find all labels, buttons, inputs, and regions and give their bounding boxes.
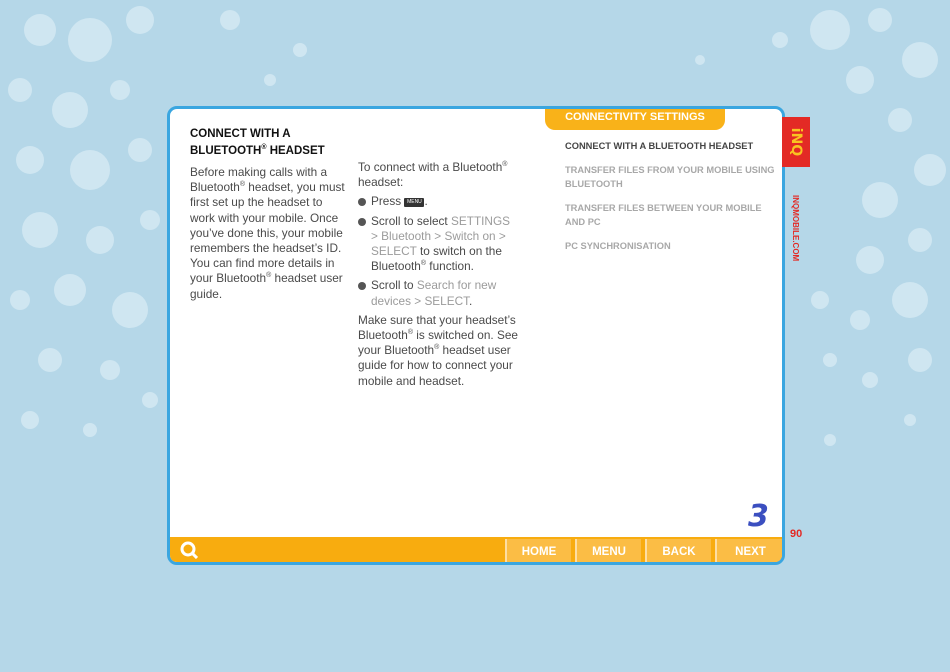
- back-button[interactable]: BACK: [645, 539, 711, 563]
- menu-button[interactable]: MENU: [575, 539, 641, 563]
- steps-list: [358, 194, 520, 308]
- step-item: Scroll to select SETTINGS > Bluetooth > Switch on > SELECT to switch on the Bluetooth® function.: [358, 214, 520, 275]
- page-number: 90: [790, 528, 803, 540]
- search-icon[interactable]: [180, 541, 198, 559]
- instructions-column: [358, 160, 520, 389]
- nav-link-transfer-pc[interactable]: TRANSFER FILES BETWEEN YOUR MOBILE AND PC: [565, 203, 762, 227]
- menu-key-icon: MENU: [404, 198, 424, 207]
- intro-column: [190, 126, 350, 302]
- section-heading: CONNECT WITH A BLUETOOTH® HEADSET: [190, 128, 325, 157]
- step-item: Press MENU .: [358, 194, 520, 209]
- next-button[interactable]: NEXT: [715, 539, 784, 563]
- topic-nav: [565, 139, 775, 263]
- step-item: Scroll to Search for new devices > SELECT.: [358, 278, 520, 308]
- section-tab: CONNECTIVITY SETTINGS: [545, 106, 725, 130]
- home-button[interactable]: HOME: [505, 539, 571, 563]
- search-path: Search for new devices > SELECT: [371, 278, 497, 308]
- site-url: INQMOBILE.COM: [791, 195, 800, 262]
- bottom-toolbar: [170, 537, 782, 562]
- instructions-intro: To connect with a Bluetooth® headset:: [358, 160, 508, 190]
- content-card: [167, 106, 785, 565]
- settings-path: SETTINGS > Bluetooth > Switch on > SELECT: [371, 213, 510, 259]
- nav-link-connect-headset[interactable]: CONNECT WITH A BLUETOOTH HEADSET: [565, 141, 754, 151]
- instructions-outro: Make sure that your headset’s Bluetooth® is switched on. See your Bluetooth® headset user guide for how to connect your mobile and headset.: [358, 312, 518, 388]
- three-logo: 3: [748, 499, 769, 534]
- inq-logo: iNQ: [782, 117, 810, 167]
- nav-link-transfer-bluetooth[interactable]: TRANSFER FILES FROM YOUR MOBILE USING BLUETOOTH: [565, 165, 775, 189]
- nav-link-pc-sync[interactable]: PC SYNCHRONISATION: [565, 241, 671, 251]
- intro-paragraph: Before making calls with a Bluetooth® headset, you must first set up the headset to work with your mobile. Once you’ve done this, your mobile remembers the headset’s ID. You can find more details in your Bluetooth® headset user guide.: [190, 165, 345, 301]
